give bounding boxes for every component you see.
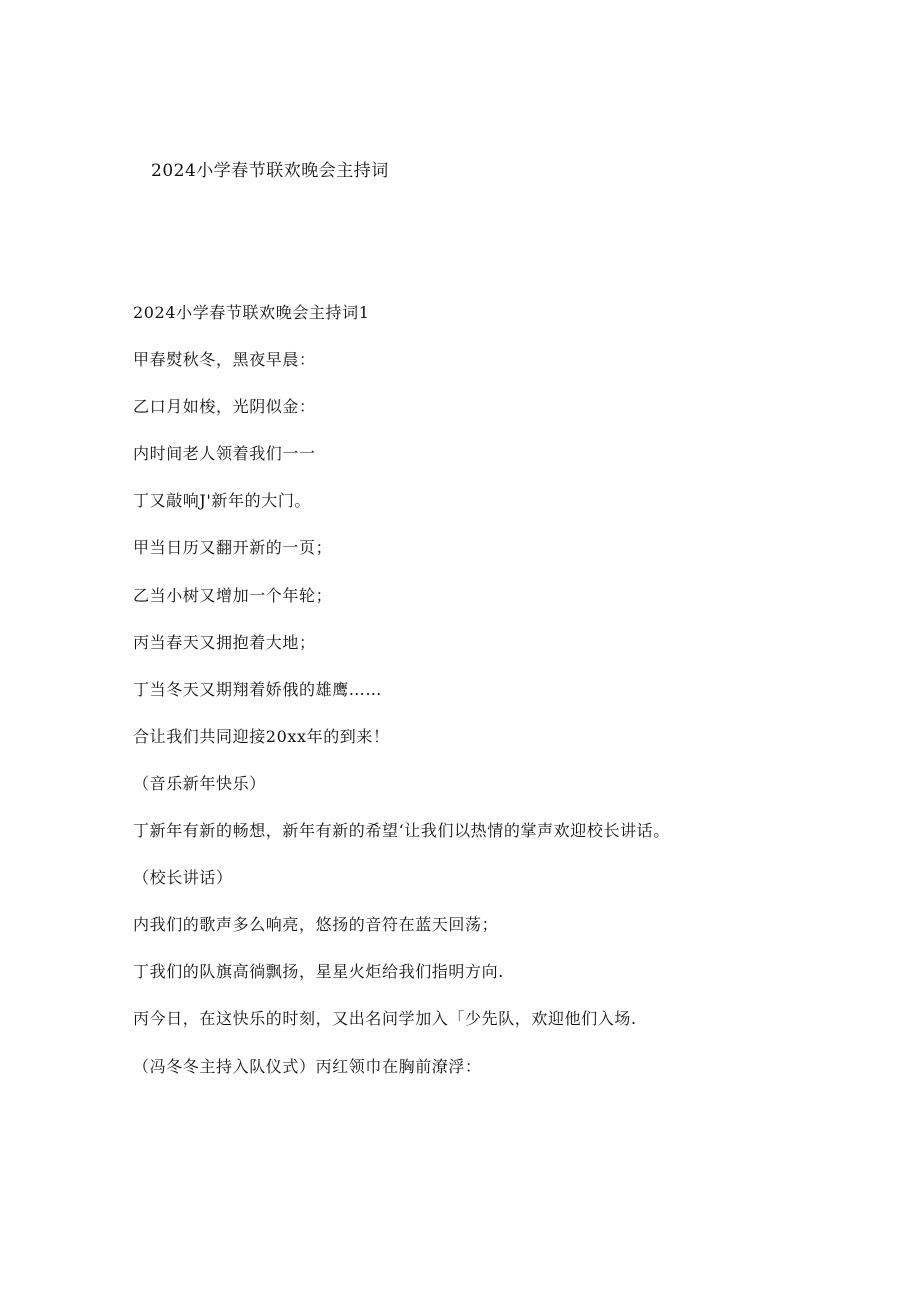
document-title: 2024小学春节联欢晚会主持词 (151, 161, 389, 181)
paragraph: 内时间老人领着我们一一 (133, 444, 316, 464)
paragraph: 丙今日，在这快乐的时刻，又出名问学加入「少先队，欢迎他们入场. (133, 1009, 637, 1029)
paragraph: 丁又敲响J'新年的大门。 (133, 491, 312, 511)
paragraph: 内我们的歌声多么响亮，悠扬的音符在蓝天回荡； (133, 915, 499, 935)
paragraph: 乙口月如梭，光阴似金： (133, 397, 316, 417)
paragraph: 合让我们共同迎接20xx年的到来！ (133, 726, 390, 746)
paragraph: 甲春熨秋冬，黑夜早晨： (133, 350, 316, 370)
paragraph: 乙当小树又增加一个年轮； (133, 585, 333, 605)
paragraph: 甲当日历又翻开新的一页； (133, 538, 333, 558)
paragraph: 丁新年有新的畅想，新年有新的希望‘让我们以热情的掌声欢迎校长讲话。 (133, 821, 670, 841)
paragraph: 丁当冬天又期翔着娇俄的雄鹰…… (133, 679, 383, 699)
paragraph: （冯冬冬主持入队仪式）丙红领巾在胸前潦浮： (133, 1056, 482, 1076)
paragraph: （校长讲话） (133, 868, 233, 888)
paragraph: （音乐新年快乐） (133, 773, 266, 793)
section-heading: 2024小学春节联欢晚会主持词1 (133, 303, 370, 322)
paragraph: 丁我们的队旗高徜飘扬，星星火炬给我们指明方向. (133, 962, 504, 982)
paragraph: 丙当春天又拥抱着大地； (133, 632, 316, 652)
document-body (133, 300, 893, 1101)
